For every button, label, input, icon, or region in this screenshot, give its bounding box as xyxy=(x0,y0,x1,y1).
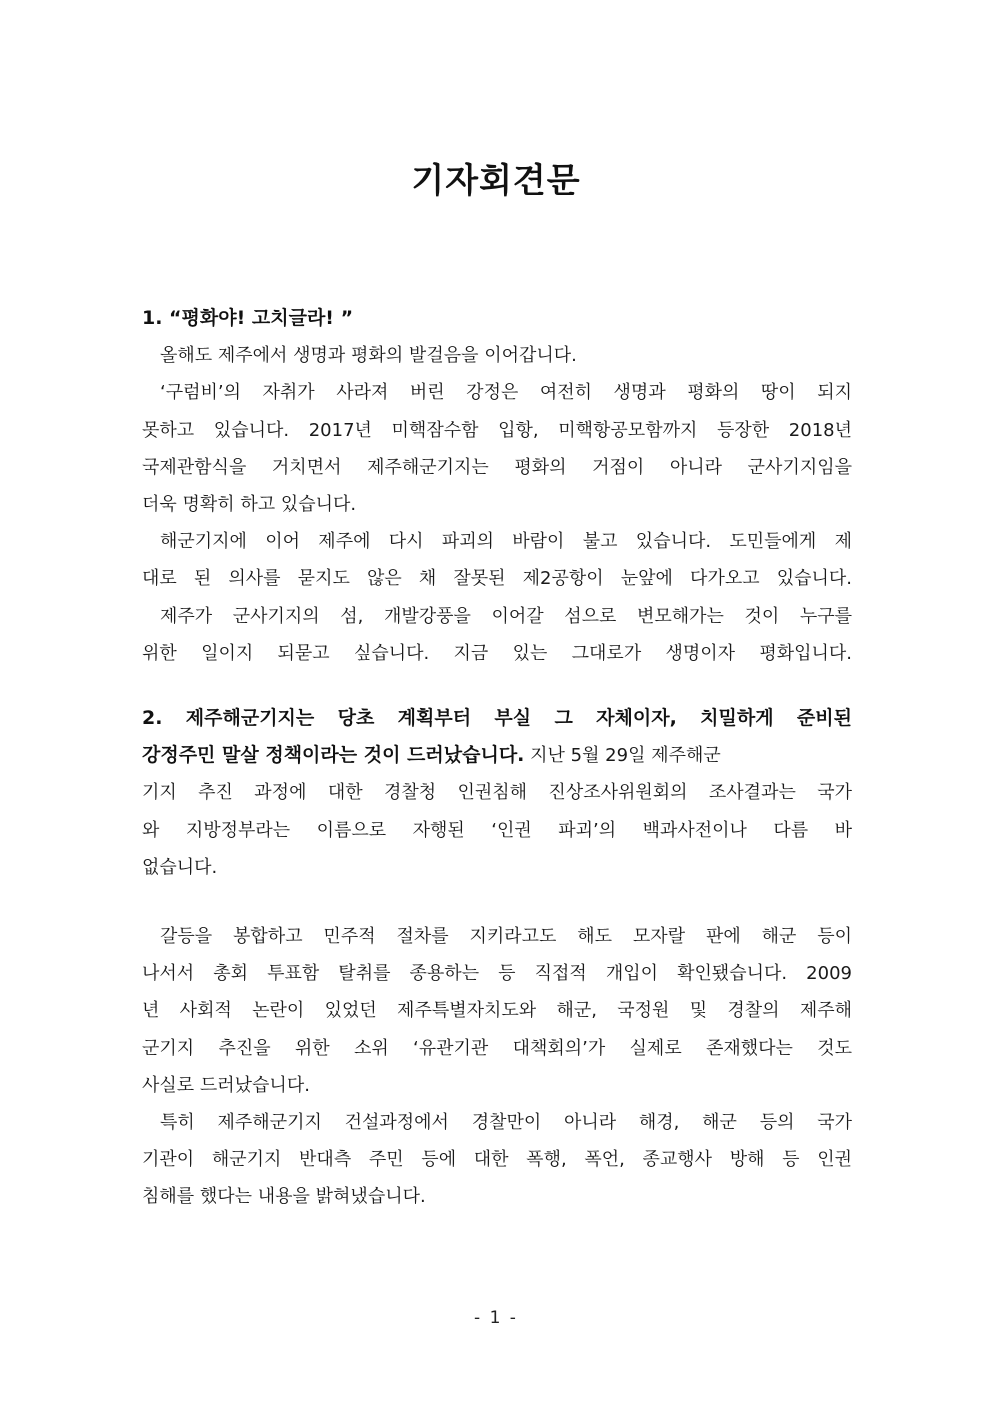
paragraph-line: 더욱 명확히 하고 있습니다. xyxy=(142,493,357,515)
section-2-heading-continued xyxy=(142,737,852,774)
paragraph-line: 특히 제주해군기지 건설과정에서 경찰만이 아니라 해경, 해군 등의 국가 xyxy=(160,1111,852,1133)
paragraph-line: 갈등을 봉합하고 민주적 절차를 지키라고도 해도 모자랄 판에 해군 등이 xyxy=(160,926,852,947)
paragraph-line: 기관이 해군기지 반대측 주민 등에 대한 폭행, 폭언, 종교행사 방해 등 인권 xyxy=(142,1149,852,1171)
paragraph-line: 기지 추진 과정에 대한 경찰청 인권침해 진상조사위원회의 조사결과는 국가 xyxy=(142,782,852,804)
section-3 xyxy=(142,918,852,1216)
paragraph-line: 나서서 총회 투표함 탈취를 종용하는 등 직접적 개입이 확인됐습니다. 2009 xyxy=(142,963,852,985)
paragraph-line: 년 사회적 논란이 있었던 제주특별자치도와 해군, 국정원 및 경찰의 제주해 xyxy=(142,1000,852,1022)
paragraph-line: 군기지 추진을 위한 소위 ‘유관기관 대책회의’가 실제로 존재했다는 것도 xyxy=(142,1037,852,1059)
paragraph-line: 위한 일이지 되묻고 싶습니다. 지금 있는 그대로가 생명이자 평화입니다. xyxy=(142,642,852,664)
section-1 xyxy=(142,300,852,672)
paragraph-line: 사실로 드러났습니다. xyxy=(142,1074,310,1096)
paragraph-line: 대로 된 의사를 묻지도 않은 채 잘못된 제2공항이 눈앞에 다가오고 있습니다. xyxy=(142,568,852,590)
paragraph-line: 제주가 군사기지의 섬, 개발강풍을 이어갈 섬으로 변모해가는 것이 누구를 xyxy=(160,605,852,627)
paragraph-line: 올해도 제주에서 생명과 평화의 발걸음을 이어갑니다. xyxy=(160,345,577,367)
paragraph-line: 해군기지에 이어 제주에 다시 파괴의 바람이 불고 있습니다. 도민들에게 제 xyxy=(160,531,852,553)
paragraph-line: 침해를 했다는 내용을 밝혀냈습니다. xyxy=(142,1186,426,1208)
page-number: - 1 - xyxy=(474,1308,518,1328)
paragraph-line: 없습니다. xyxy=(142,856,218,878)
section-2-text: 지난 5월 29일 제주해군 xyxy=(524,745,721,767)
section-2-heading: 2. 제주해군기지는 당초 계획부터 부실 그 자체이자, 치밀하게 준비된 xyxy=(142,707,852,729)
section-2-bold-text: 강정주민 말살 정책이라는 것이 드러났습니다. xyxy=(142,744,525,767)
section-1-heading: 1. “평화야! 고치글라! ” xyxy=(142,307,354,329)
paragraph-line: 국제관함식을 거치면서 제주해군기지는 평화의 거점이 아니라 군사기지임을 xyxy=(142,456,852,478)
paragraph-line: ‘구럼비’의 자취가 사라져 버린 강정은 여전히 생명과 평화의 땅이 되지 xyxy=(160,382,852,404)
paragraph-line: 못하고 있습니다. 2017년 미핵잠수함 입항, 미핵항공모함까지 등장한 2018년 xyxy=(142,419,852,441)
section-2 xyxy=(142,700,852,886)
document-title: 기자회견문 xyxy=(411,161,581,201)
paragraph-line: 와 지방정부라는 이름으로 자행된 ‘인권 파괴’의 백과사전이나 다름 바 xyxy=(142,819,852,841)
